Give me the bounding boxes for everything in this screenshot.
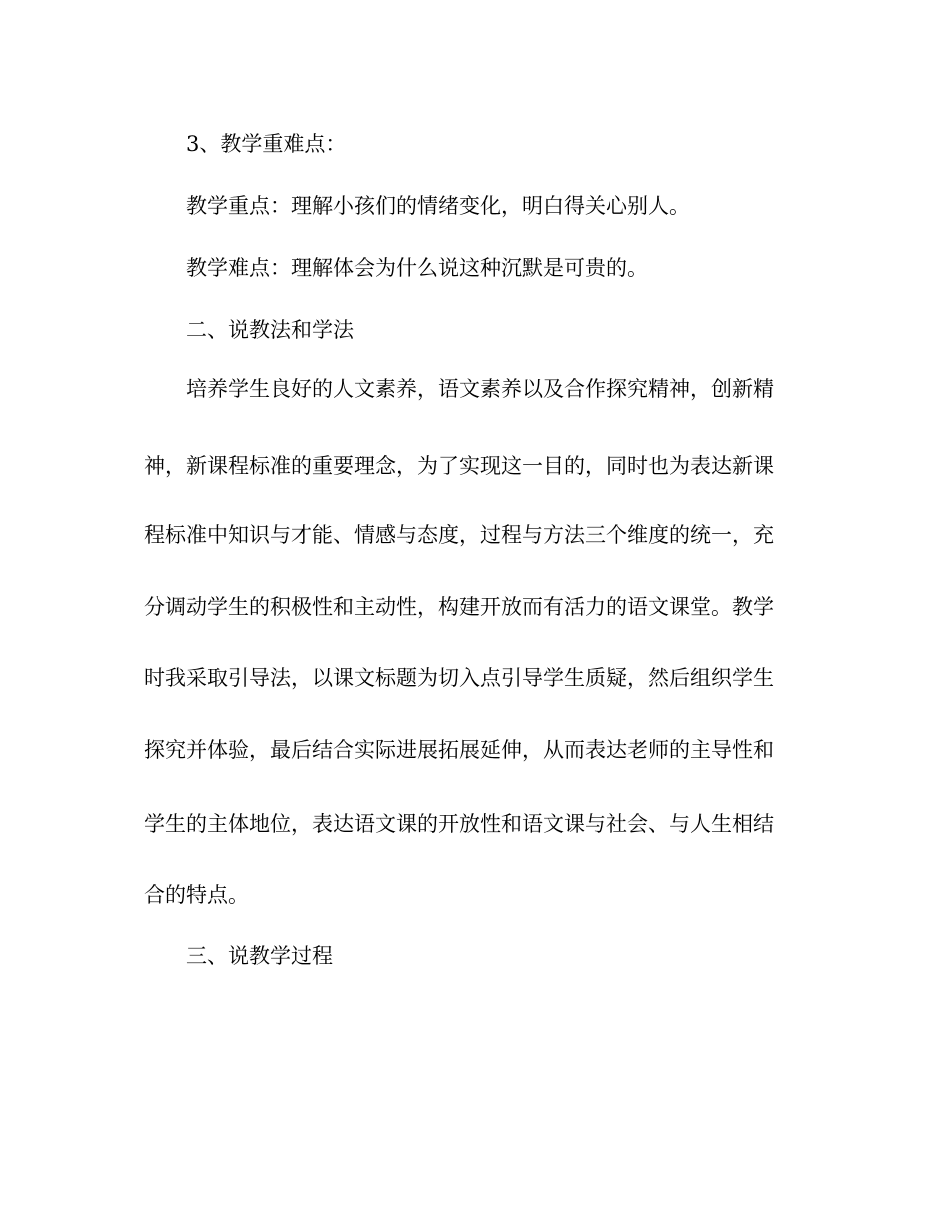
section-heading-methods: 二、说教法和学法 (186, 318, 354, 342)
teaching-focus-line: 教学重点：理解小孩们的情绪变化，明白得关心别人。 (186, 194, 690, 218)
paragraph-line: 合的特点。 (144, 883, 249, 907)
section-heading-key-points: 3、教学重难点： (186, 132, 347, 156)
section-heading-process: 三、说教学过程 (186, 944, 333, 968)
paragraph-line: 学生的主体地位，表达语文课的开放性和语文课与社会、与人生相结 (144, 812, 774, 836)
paragraph-line: 分调动学生的积极性和主动性，构建开放而有活力的语文课堂。教学 (144, 595, 774, 619)
paragraph-line: 时我采取引导法，以课文标题为切入点引导学生质疑，然后组织学生 (144, 666, 774, 690)
paragraph-line: 程标准中知识与才能、情感与态度，过程与方法三个维度的统一，充 (144, 523, 774, 547)
paragraph-line: 探究并体验，最后结合实际进展拓展延伸，从而表达老师的主导性和 (144, 738, 774, 762)
teaching-difficulty-line: 教学难点：理解体会为什么说这种沉默是可贵的。 (186, 256, 648, 280)
paragraph-line: 培养学生良好的人文素养，语文素养以及合作探究精神，创新精 (186, 377, 774, 401)
paragraph-line: 神，新课程标准的重要理念，为了实现这一目的，同时也为表达新课 (144, 454, 774, 478)
